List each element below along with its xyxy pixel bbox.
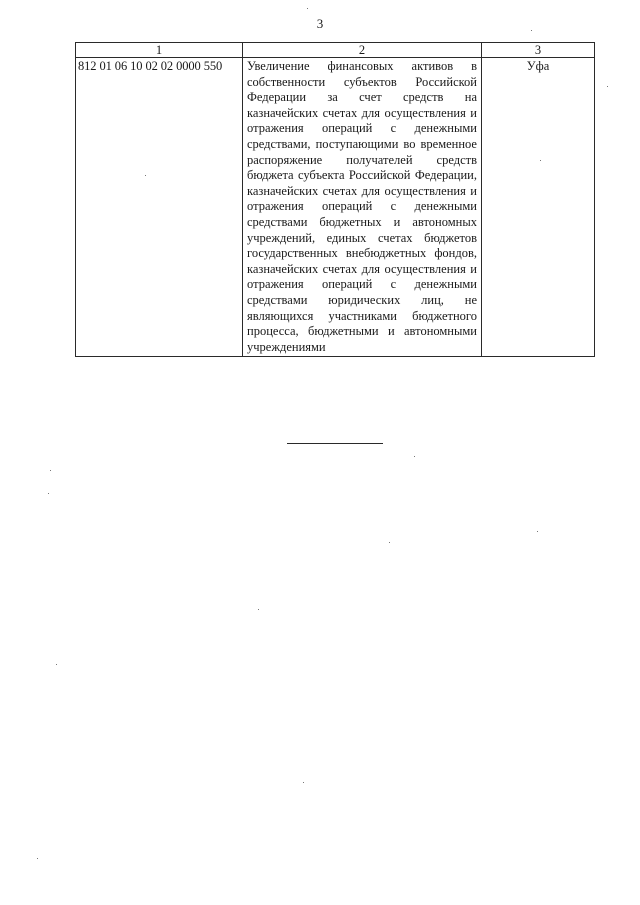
scan-speck <box>307 8 308 9</box>
scan-speck <box>607 86 608 87</box>
scan-speck <box>50 470 51 471</box>
city-cell: Уфа <box>482 58 595 357</box>
scan-speck <box>531 30 532 31</box>
scan-speck <box>540 160 541 161</box>
scan-speck <box>48 493 49 494</box>
scan-speck <box>414 456 415 457</box>
budget-classification-table <box>75 42 595 357</box>
page-number: 3 <box>316 16 324 31</box>
scan-speck <box>389 542 390 543</box>
scan-speck <box>37 858 38 859</box>
budget-code-cell: 812 01 06 10 02 02 0000 550 <box>76 58 243 357</box>
column-header-1: 1 <box>76 43 243 58</box>
column-header-2: 2 <box>243 43 482 58</box>
scan-speck <box>303 782 304 783</box>
scan-speck <box>56 664 57 665</box>
scan-speck <box>145 175 146 176</box>
table-row <box>76 58 595 357</box>
scan-speck <box>258 609 259 610</box>
table-header-row <box>76 43 595 58</box>
column-header-3: 3 <box>482 43 595 58</box>
source-name-cell: Увеличение финансовых активов в собственности субъектов Российской Федерации за счет средств на казначейских счетах для осуществления и отражения операций с денежными средствами, поступающими во временное распоряжение получателей средств бюджета субъекта Российской Федерации, казначейских счетах для осуществления и отражения операций с денежными средствами бюджетных и автономных учреждений, единых счетах бюджетов государственных внебюджетных фондов, казначейских счетах для осуществления и отражения операций с денежными средствами юридических лиц, не являющихся участниками бюджетного процесса, бюджетными и автономными учреждениями <box>243 58 482 357</box>
scan-speck <box>537 531 538 532</box>
end-separator-line <box>287 443 383 444</box>
